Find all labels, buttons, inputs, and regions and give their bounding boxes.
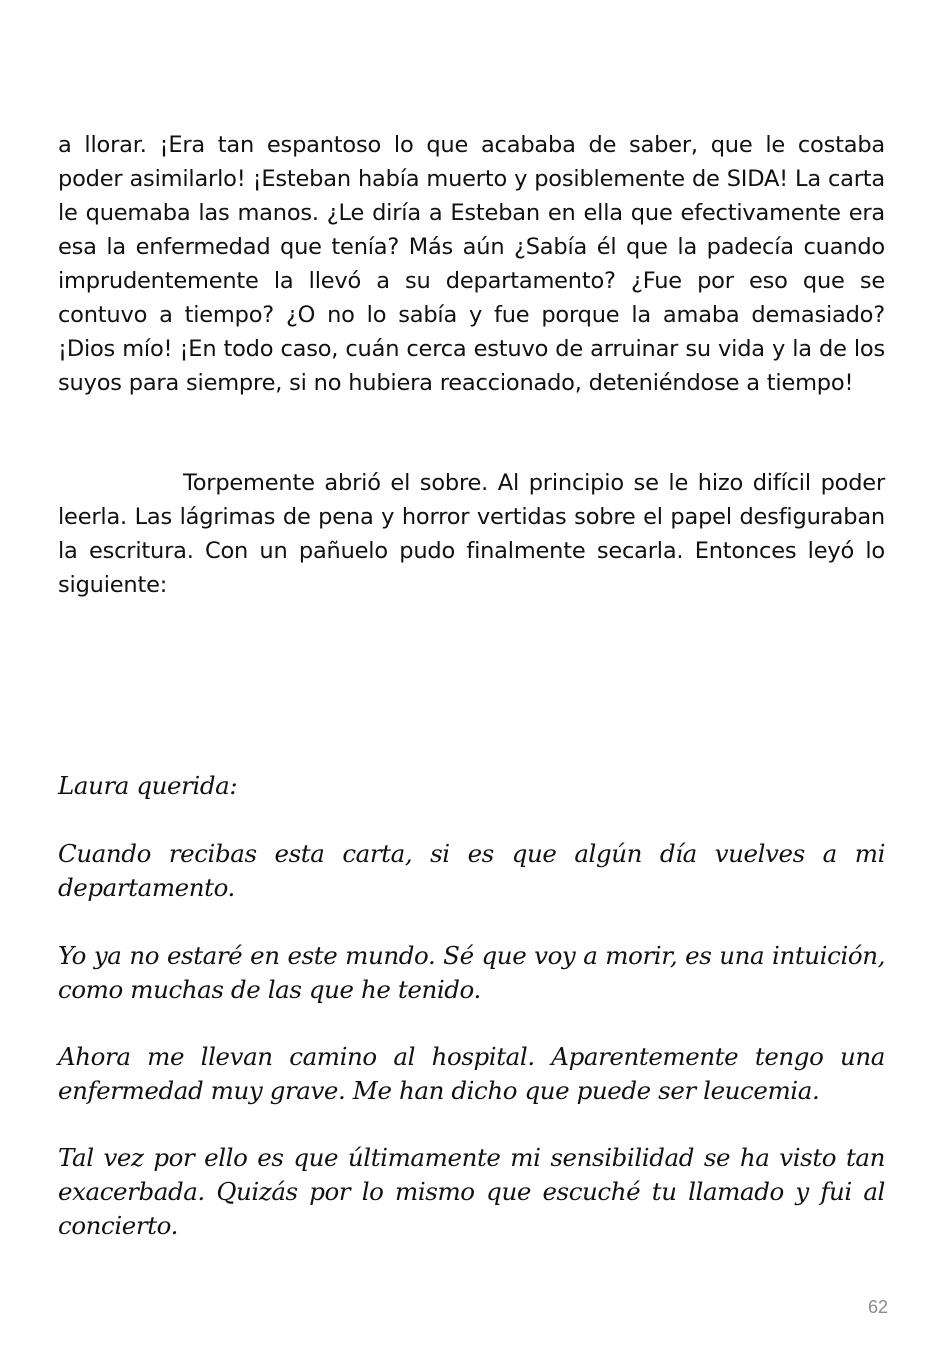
letter-paragraph: Yo ya no estaré en este mundo. Sé que voy a morir, es una intuición, como muchas de las que he tenido. [58,941,885,1004]
narrative-paragraph: a llorar. ¡Era tan espantoso lo que acababa de saber, que le costaba poder asimilarlo! ¡Esteban había muerto y posiblemente de SIDA! La carta le quemaba las manos. ¿Le diría a Esteban en ella que efectivamente era esa la enfermedad que tenía? Más aún ¿Sabía él que la padecía cuando imprudentemente la llevó a su departamento? ¿Fue por eso que se contuvo a tiempo? ¿O no lo sabía y fue porque la amaba demasiado? ¡Dios mío! ¡En todo caso, cuán cerca estuvo de arruinar su vida y la de los suyos para siempre, si no hubiera reaccionado, deteniéndose a tiempo! [58,132,885,396]
letter-paragraph: Ahora me llevan camino al hospital. Aparentemente tengo una enfermedad muy grave. Me han dicho que puede ser leucemia. [58,1042,885,1105]
page-number: 62 [867,1297,888,1317]
letter-paragraph: Cuando recibas esta carta, si es que algún día vuelves a mi departamento. [58,839,885,902]
narrative-paragraph: Torpemente abrió el sobre. Al principio se le hizo difícil poder leerla. Las lágrimas de pena y horror vertidas sobre el papel desfiguraban la escritura. Con un pañuelo pudo finalmente secarla. Entonces leyó lo siguiente: [58,470,885,598]
letter-salutation: Laura querida: [58,771,238,800]
letter-paragraph: Tal vez por ello es que últimamente mi sensibilidad se ha visto tan exacerbada. Quizás por lo mismo que escuché tu llamado y fui al concierto. [58,1143,885,1240]
